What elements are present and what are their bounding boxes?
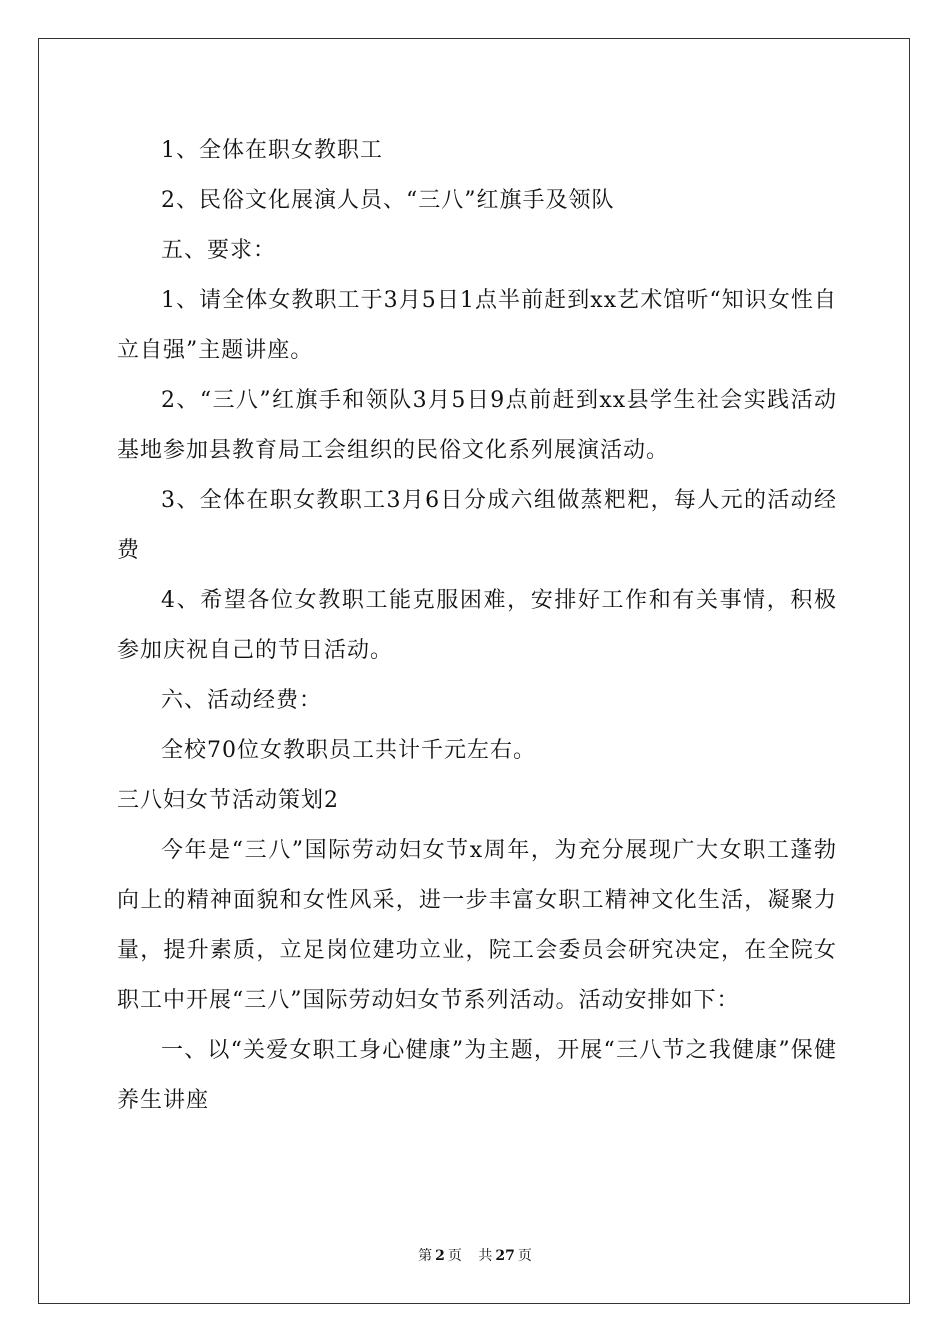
page-indicator xyxy=(415,1248,465,1264)
total-pages: 27 xyxy=(495,1248,515,1264)
page-suffix: 页 xyxy=(447,1248,462,1264)
paragraph: 3、全体在职女教职工3月6日分成六组做蒸粑粑，每人元的活动经费 xyxy=(117,488,837,563)
page-footer xyxy=(0,1246,950,1266)
document-title: 三八妇女节活动策划2 xyxy=(117,788,339,813)
paragraph: 1、请全体女教职工于3月5日1点半前赶到xx艺术馆听“知识女性自立自强”主题讲座。 xyxy=(117,288,837,363)
paragraph: 今年是“三八”国际劳动妇女节x周年，为充分展现广大女职工蓬勃向上的精神面貌和女性风采，进一步丰富女职工精神文化生活，凝聚力量，提升素质，立足岗位建功立业，院工会委员会研究决定，在全院女职工中开展“三八”国际劳动妇女节系列活动。活动安排如下： xyxy=(117,838,837,1013)
paragraph: 4、希望各位女教职工能克服困难，安排好工作和有关事情，积极参加庆祝自己的节日活动。 xyxy=(117,588,837,663)
paragraph: 2、民俗文化展演人员、“三八”红旗手及领队 xyxy=(161,188,615,213)
section-heading: 五、要求： xyxy=(161,238,277,263)
paragraph: 一、以“关爱女职工身心健康”为主题，开展“三八节之我健康”保健养生讲座 xyxy=(117,1038,837,1113)
total-prefix: 共 xyxy=(478,1248,493,1264)
section-heading: 六、活动经费： xyxy=(161,688,323,713)
paragraph: 2、“三八”红旗手和领队3月5日9点前赶到xx县学生社会实践活动基地参加县教育局工会组织的民俗文化系列展演活动。 xyxy=(117,388,837,463)
total-indicator xyxy=(475,1248,534,1264)
paragraph: 1、全体在职女教职工 xyxy=(161,138,383,163)
document-body xyxy=(117,126,837,1126)
page-number: 2 xyxy=(435,1248,445,1264)
total-suffix: 页 xyxy=(517,1248,532,1264)
page-prefix: 第 xyxy=(418,1248,433,1264)
paragraph: 全校70位女教职员工共计千元左右。 xyxy=(161,738,536,763)
